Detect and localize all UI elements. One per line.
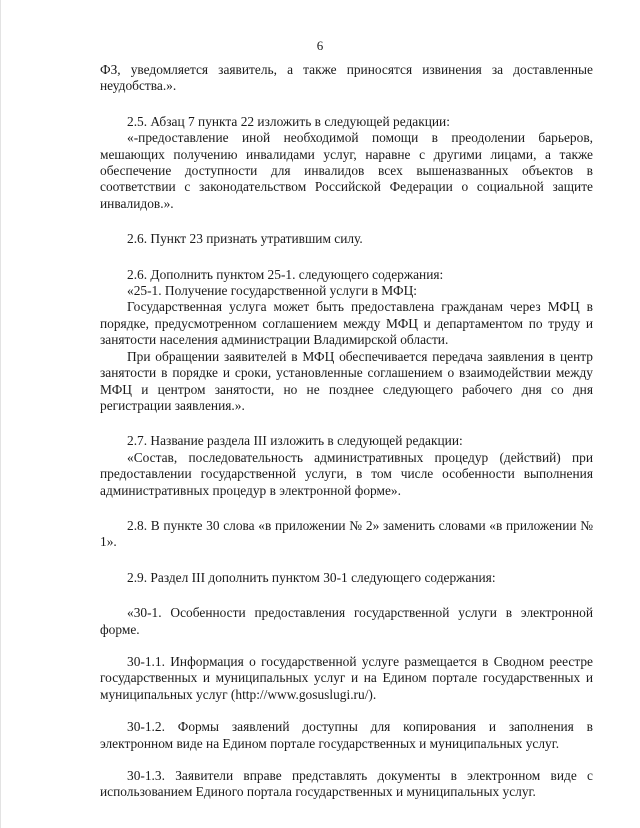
paragraph-2-5-heading: 2.5. Абзац 7 пункта 22 изложить в следующей редакции: bbox=[127, 113, 450, 129]
paragraph-2-6-repeal: 2.6. Пункт 23 признать утратившим силу. bbox=[127, 231, 363, 247]
paragraph-2-7-text: «Состав, последовательность административных процедур (действий) при предоставлении государственной услуги, в том числе особенности выполнения административных процедур в электронной форме». bbox=[100, 449, 593, 498]
paragraph-30-1-title: «30-1. Особенности предоставления государственной услуги в электронной форме. bbox=[100, 605, 593, 637]
paragraph-30-1-3: 30-1.3. Заявители вправе представлять документы в электронном виде с использованием Единого портала государственных и муниципальных услуг. bbox=[100, 768, 593, 800]
paragraph-2-7-heading: 2.7. Название раздела III изложить в следующей редакции: bbox=[127, 433, 463, 449]
page-number: 6 bbox=[316, 38, 324, 53]
paragraph-30-1-1: 30-1.1. Информация о государственной услуге размещается в Сводном реестре государственных и муниципальных услуг и на Едином портале государственных и муниципальных услуг (http://www.gosuslugi.ru/). bbox=[100, 653, 593, 702]
paragraph-2-5-text: «-предоставление иной необходимой помощи в преодолении барьеров, мешающих получению инвалидами услуг, наравне с другими лицами, а также обеспечение доступности для инвалидов всех вышеназванных объектов в соответствии с законодательством Российской Федерации о социальной защите инвалидов.». bbox=[100, 130, 593, 211]
paragraph-2-6-add: 2.6. Дополнить пунктом 25-1. следующего содержания: bbox=[127, 266, 444, 282]
paragraph-25-1-text-a: Государственная услуга может быть предоставлена гражданам через МФЦ в порядке, предусмотренном соглашением между МФЦ и департаментом по труду и занятости населения администрации Владимирской области. bbox=[100, 299, 593, 348]
paragraph-2-8: 2.8. В пункте 30 слова «в приложении № 2» заменить словами «в приложении № 1». bbox=[100, 517, 593, 550]
paragraph-25-1-title: «25-1. Получение государственной услуги в МФЦ: bbox=[127, 283, 417, 299]
paragraph-25-1-text-b: При обращении заявителей в МФЦ обеспечивается передача заявления в центр занятости в порядке и сроки, установленные соглашением о взаимодействии между МФЦ и центром занятости, но не позднее следующего рабочего дня со дня регистрации заявления.». bbox=[100, 348, 593, 413]
scan-edge bbox=[0, 0, 5, 828]
paragraph-continuation: ФЗ, уведомляется заявитель, а также приносятся извинения за доставленные неудобства.». bbox=[100, 62, 593, 94]
paragraph-30-1-2: 30-1.2. Формы заявлений доступны для копирования и заполнения в электронном виде на Едином портале государственных и муниципальных услуг. bbox=[100, 719, 593, 751]
document-body bbox=[100, 62, 593, 801]
paragraph-2-9: 2.9. Раздел III дополнить пунктом 30-1 следующего содержания: bbox=[127, 569, 496, 585]
